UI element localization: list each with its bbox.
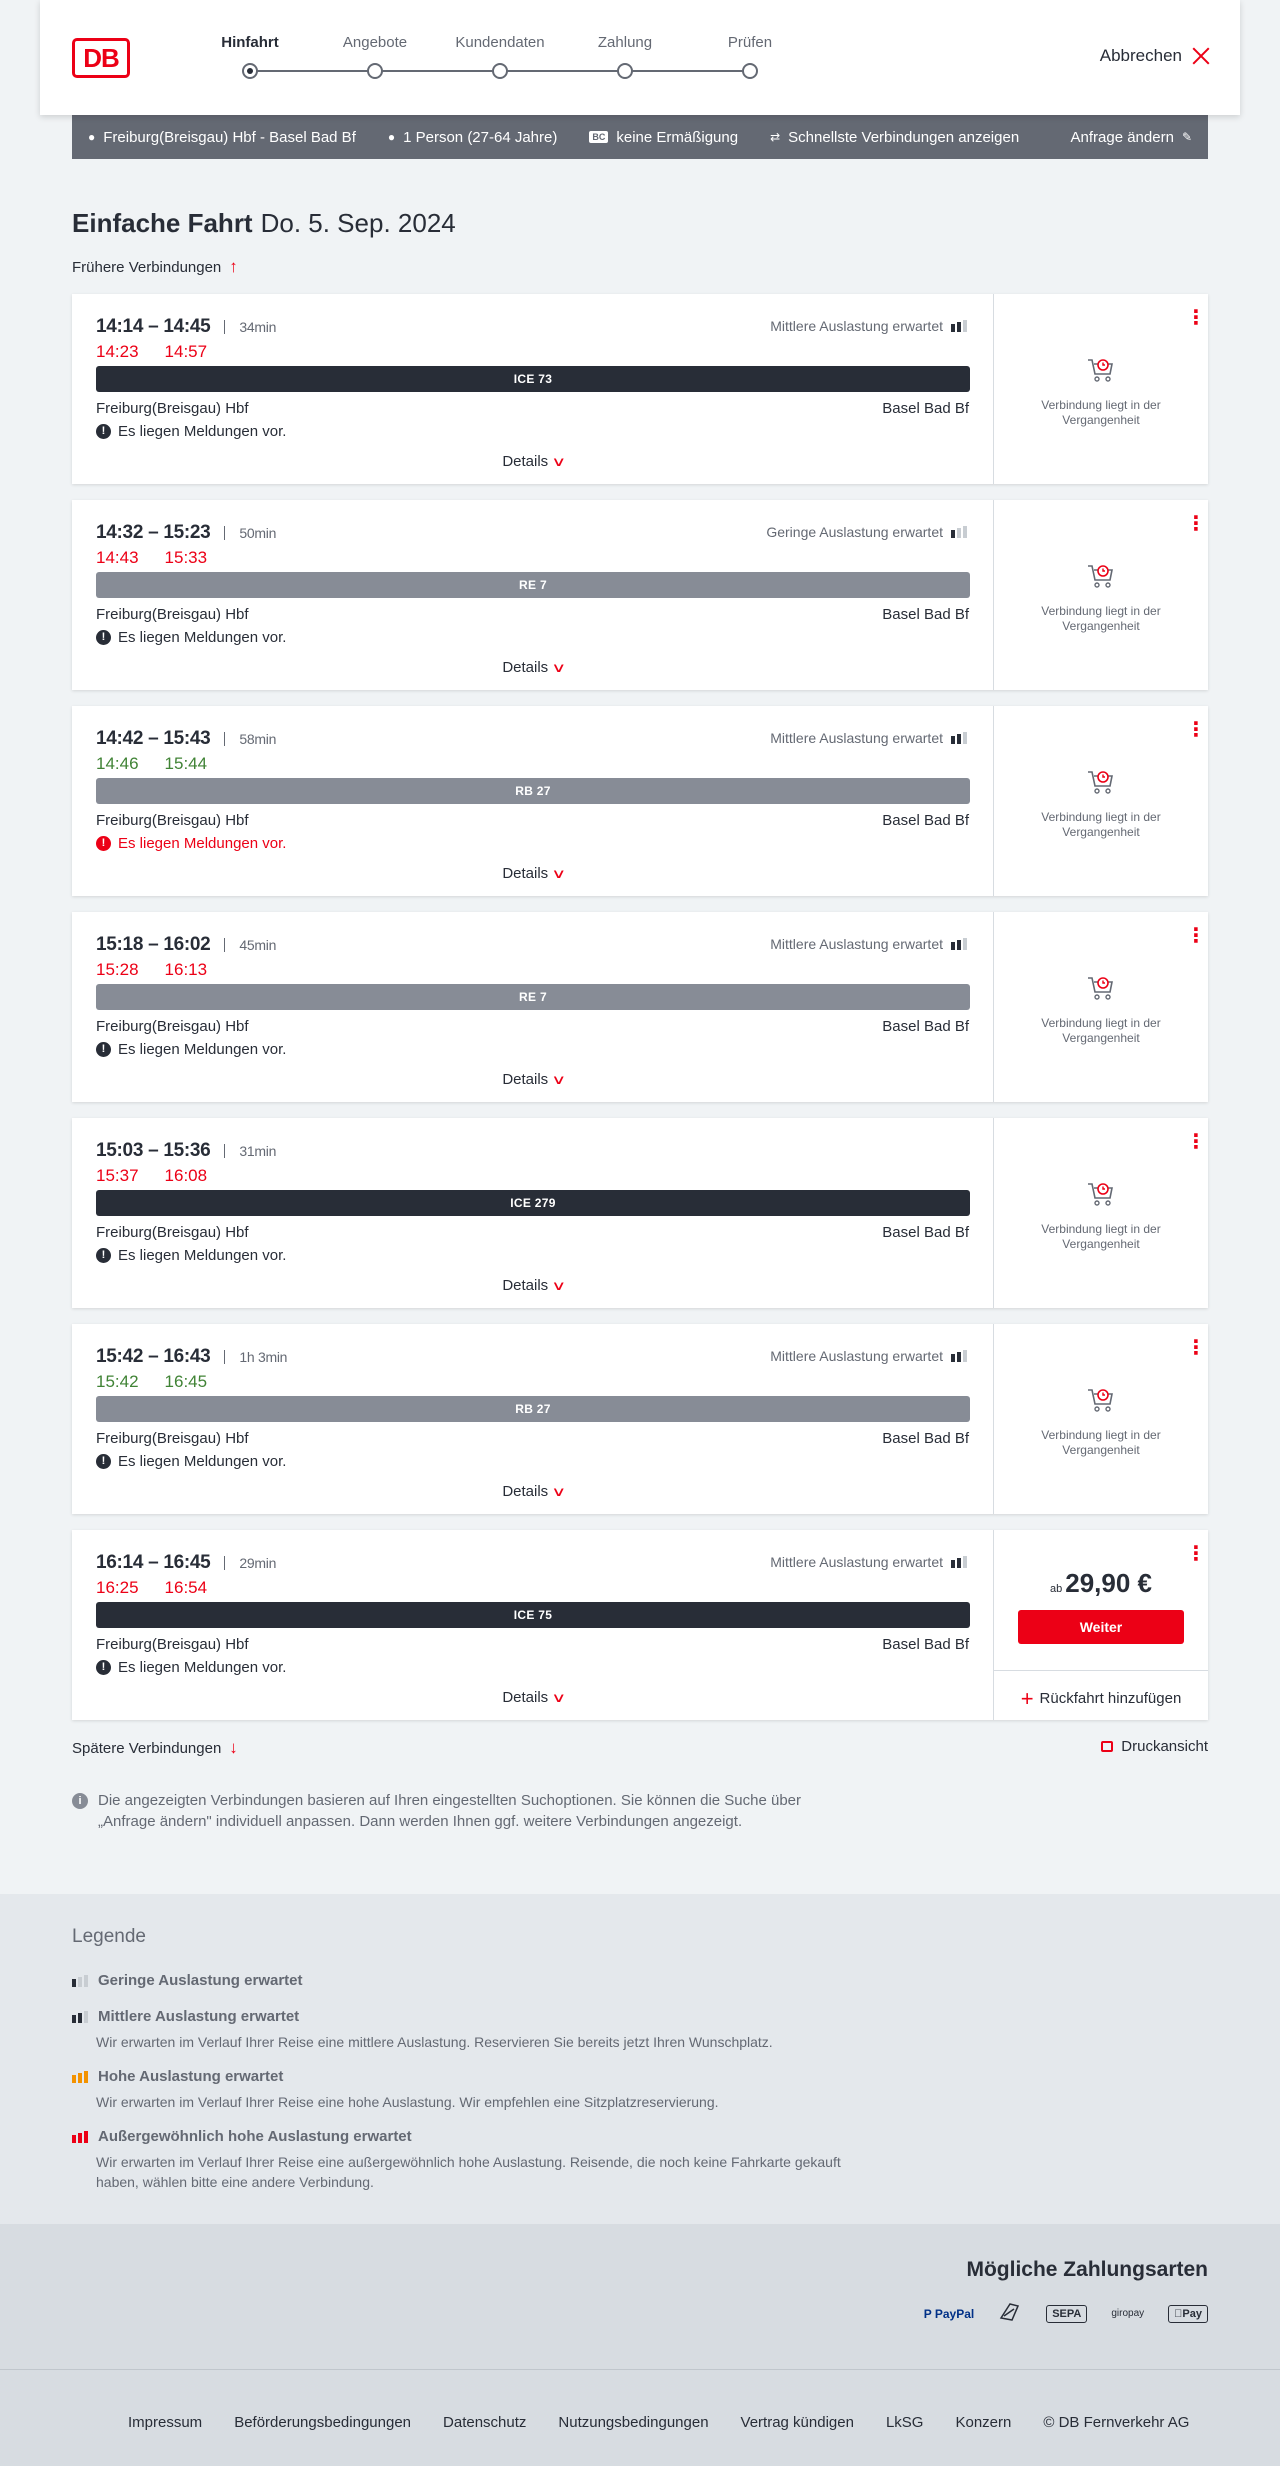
legend-label: Hohe Auslastung erwartet	[98, 2068, 284, 2085]
realtime-arrival: 14:57	[164, 342, 208, 361]
details-toggle[interactable]	[72, 659, 994, 676]
train-bar[interactable]: ICE 75	[96, 1602, 970, 1628]
swap-arrows-icon: ⇄	[770, 130, 781, 144]
occupancy-info	[766, 524, 967, 540]
legend-description: Wir erwarten im Verlauf Ihrer Reise eine außergewöhnlich hohe Auslastung. Reisende, die noch keine Fahrkarte gekauft haben, wählen bitte eine andere Verbindung.	[96, 2154, 841, 2190]
times-text: 14:14 – 14:45	[96, 316, 211, 337]
notice[interactable]	[96, 1247, 286, 1264]
planned-times	[96, 522, 276, 544]
step-pruefen[interactable]	[690, 34, 810, 54]
departure-station: Freiburg(Breisgau) Hbf	[96, 1224, 249, 1241]
times-text: 16:14 – 16:45	[96, 1552, 211, 1573]
more-options-icon[interactable]	[1186, 514, 1192, 534]
more-options-icon[interactable]	[1186, 720, 1192, 740]
footer-link[interactable]: LkSG	[885, 2414, 924, 2431]
person-icon: ●	[387, 130, 396, 144]
step-label: Zahlung	[597, 34, 653, 51]
connection-card[interactable]	[72, 1324, 1208, 1514]
pencil-icon: ✎	[1181, 130, 1192, 144]
connection-side	[994, 1324, 1208, 1514]
connection-main	[72, 912, 994, 1102]
realtime-arrival: 16:45	[164, 1372, 208, 1391]
notice[interactable]	[96, 1453, 286, 1470]
realtime-times	[96, 1578, 207, 1598]
details-label: Details	[502, 1483, 549, 1500]
exclamation-icon: !	[96, 630, 111, 645]
exclamation-icon: !	[96, 1042, 111, 1057]
step-label: Angebote	[342, 34, 408, 51]
train-bar[interactable]: ICE 279	[96, 1190, 970, 1216]
connection-side	[994, 294, 1208, 484]
edit-request-label: Anfrage ändern	[1070, 128, 1174, 146]
notice-text: Es liegen Meldungen vor.	[118, 1453, 287, 1470]
connection-card[interactable]	[72, 912, 1208, 1102]
footer	[0, 2369, 1280, 2466]
legend-description: Wir erwarten im Verlauf Ihrer Reise eine hohe Auslastung. Wir empfehlen eine Sitzplatzreservierung.	[96, 2094, 719, 2110]
past-connection-text: Verbindung liegt in der Vergangenheit	[1041, 398, 1161, 427]
divider	[994, 1670, 1208, 1671]
legend-label: Außergewöhnlich hohe Auslastung erwartet	[98, 2128, 412, 2145]
chevron-down-icon: ∨	[551, 1072, 567, 1087]
payment-title: Mögliche Zahlungsarten	[966, 2258, 1208, 2281]
step-label: Kundendaten	[455, 34, 545, 51]
arrival-station: Basel Bad Bf	[882, 1430, 969, 1447]
past-connection-text: Verbindung liegt in der Vergangenheit	[1041, 1428, 1161, 1457]
connection-side	[994, 706, 1208, 896]
price-prefix: ab	[1050, 1583, 1063, 1595]
occupancy-icon	[951, 938, 967, 950]
connection-main	[72, 706, 994, 896]
discount-text: keine Ermäßigung	[616, 128, 739, 146]
summary-persons[interactable]	[388, 129, 558, 146]
more-options-icon[interactable]	[1186, 308, 1192, 328]
chevron-down-icon: ∨	[551, 1278, 567, 1293]
occupancy-icon	[951, 320, 967, 332]
realtime-times	[96, 342, 207, 362]
return-label: Rückfahrt hinzufügen	[1039, 1690, 1182, 1707]
later-connections-link[interactable]	[72, 1738, 238, 1758]
occupancy-icon	[951, 1556, 967, 1568]
planned-times	[96, 934, 276, 956]
info-note	[72, 1790, 852, 1832]
occupancy-icon	[72, 1975, 88, 1987]
info-text: Die angezeigten Verbindungen basieren auf Ihren eingestellten Suchoptionen. Sie können die Suche über „Anfrage ändern" individuell anpassen. Dann werden Ihnen ggf. weitere Verbindungen angezeigt.	[98, 1792, 802, 1830]
details-label: Details	[502, 1689, 549, 1706]
edit-request-button[interactable]	[1071, 129, 1192, 146]
realtime-departure: 15:37	[96, 1166, 139, 1185]
arrival-station: Basel Bad Bf	[882, 606, 969, 623]
more-options-icon[interactable]	[1186, 1544, 1192, 1564]
chevron-down-icon: ∨	[551, 1484, 567, 1499]
chevron-down-icon: ∨	[551, 660, 567, 675]
realtime-times	[96, 960, 207, 980]
add-return-button[interactable]	[994, 1686, 1208, 1712]
step-hinfahrt[interactable]	[190, 34, 310, 54]
step-angebote[interactable]	[315, 34, 435, 54]
departure-station: Freiburg(Breisgau) Hbf	[96, 812, 249, 829]
legend-title: Legende	[72, 1926, 146, 1947]
cart-icon	[1086, 356, 1116, 384]
footer-link[interactable]: Konzern	[955, 2414, 1012, 2431]
page-title	[72, 208, 456, 239]
realtime-times	[96, 548, 207, 568]
cart-icon	[1086, 562, 1116, 590]
realtime-departure: 16:25	[96, 1578, 139, 1597]
trip-type: Einfache Fahrt	[72, 208, 253, 238]
plus-icon: +	[1020, 1686, 1034, 1711]
occupancy-icon	[951, 732, 967, 744]
legend-item	[72, 2068, 852, 2112]
step-label: Prüfen	[727, 34, 773, 51]
details-label: Details	[502, 1071, 549, 1088]
cancel-button[interactable]	[1100, 46, 1210, 66]
arrow-down-icon: ↓	[229, 1738, 238, 1757]
persons-text: 1 Person (27-64 Jahre)	[403, 128, 558, 146]
duration: 45min	[224, 938, 276, 952]
footer-link[interactable]: Impressum	[128, 2414, 203, 2431]
chevron-down-icon: ∨	[551, 1690, 567, 1705]
occupancy-info	[770, 1554, 967, 1570]
top-header	[40, 0, 1240, 115]
duration: 29min	[224, 1556, 276, 1570]
arrow-up-icon: ↑	[229, 257, 238, 276]
planned-times	[96, 1140, 276, 1162]
connection-main	[72, 500, 994, 690]
planned-times	[96, 1552, 276, 1574]
train-bar[interactable]: RE 7	[96, 984, 970, 1010]
giropay-logo: giropay	[1111, 2308, 1145, 2319]
continue-button[interactable]: Weiter	[1018, 1610, 1184, 1644]
legend-section	[0, 1894, 1280, 2224]
realtime-times	[96, 1372, 207, 1392]
occupancy-text: Mittlere Auslastung erwartet	[770, 318, 943, 334]
occupancy-info	[770, 936, 967, 952]
footer-link[interactable]: Vertrag kündigen	[740, 2414, 854, 2431]
notice-text: Es liegen Meldungen vor.	[118, 1659, 287, 1676]
footer-link[interactable]: © DB Fernverkehr AG	[1043, 2414, 1190, 2431]
realtime-arrival: 16:54	[164, 1578, 208, 1597]
connection-card[interactable]	[72, 1530, 1208, 1720]
connection-side	[994, 1118, 1208, 1308]
details-label: Details	[502, 1277, 549, 1294]
step-dot	[742, 63, 758, 79]
occupancy-text: Mittlere Auslastung erwartet	[770, 1348, 943, 1364]
cart-icon	[1086, 768, 1116, 796]
realtime-arrival: 15:33	[164, 548, 208, 567]
details-toggle[interactable]	[72, 1689, 994, 1706]
connection-side	[994, 912, 1208, 1102]
legend-item	[72, 1972, 852, 1989]
chevron-down-icon: ∨	[551, 866, 567, 881]
times-text: 15:03 – 15:36	[96, 1140, 211, 1161]
notice-text: Es liegen Meldungen vor.	[118, 1041, 287, 1058]
notice[interactable]	[96, 1041, 286, 1058]
printer-icon	[1101, 1741, 1113, 1752]
exclamation-icon: !	[96, 1660, 111, 1675]
trip-date: Do. 5. Sep. 2024	[260, 208, 456, 238]
arrival-station: Basel Bad Bf	[882, 812, 969, 829]
notice[interactable]	[96, 629, 286, 646]
notice-text: Es liegen Meldungen vor.	[118, 629, 287, 646]
realtime-departure: 14:43	[96, 548, 139, 567]
realtime-times	[96, 1166, 207, 1186]
details-toggle[interactable]	[72, 1483, 994, 1500]
apple-pay-text: Pay	[1182, 2307, 1202, 2320]
realtime-arrival: 16:13	[164, 960, 208, 979]
occupancy-text: Mittlere Auslastung erwartet	[770, 936, 943, 952]
connection-main	[72, 294, 994, 484]
notice-text: Es liegen Meldungen vor.	[118, 423, 287, 440]
times-text: 15:42 – 16:43	[96, 1346, 211, 1367]
notice[interactable]	[96, 423, 286, 440]
summary-route[interactable]	[88, 129, 356, 146]
notice-text: Es liegen Meldungen vor.	[118, 1247, 287, 1264]
close-icon	[1192, 47, 1210, 65]
arrival-station: Basel Bad Bf	[882, 1018, 969, 1035]
connection-card[interactable]	[72, 294, 1208, 484]
past-connection-text: Verbindung liegt in der Vergangenheit	[1041, 604, 1161, 633]
footer-link[interactable]: Beförderungsbedingungen	[234, 2414, 412, 2431]
planned-times	[96, 316, 276, 338]
departure-station: Freiburg(Breisgau) Hbf	[96, 1018, 249, 1035]
departure-station: Freiburg(Breisgau) Hbf	[96, 400, 249, 417]
duration: 34min	[224, 320, 276, 334]
planned-times	[96, 728, 276, 750]
cancel-label: Abbrechen	[1099, 46, 1182, 65]
past-connection-text: Verbindung liegt in der Vergangenheit	[1041, 810, 1161, 839]
more-options-icon[interactable]	[1186, 1338, 1192, 1358]
footer-link[interactable]: Nutzungsbedingungen	[558, 2414, 709, 2431]
past-connection-text: Verbindung liegt in der Vergangenheit	[1041, 1222, 1161, 1251]
realtime-arrival: 15:44	[164, 754, 208, 773]
exclamation-icon: !	[96, 424, 111, 439]
occupancy-info	[770, 730, 967, 746]
step-kundendaten[interactable]	[440, 34, 560, 54]
train-bar[interactable]: RE 7	[96, 572, 970, 598]
sepa-logo: SEPA	[1046, 2305, 1087, 2323]
details-toggle[interactable]	[72, 1277, 994, 1294]
search-summary-bar	[72, 115, 1208, 159]
realtime-departure: 14:23	[96, 342, 139, 361]
price-value: 29,90 €	[1065, 1568, 1152, 1598]
cart-icon	[1086, 1180, 1116, 1208]
occupancy-icon	[72, 2071, 88, 2083]
occupancy-info	[770, 318, 967, 334]
progress-stepper	[210, 34, 773, 84]
legend-item	[72, 2128, 852, 2192]
occupancy-text: Mittlere Auslastung erwartet	[770, 730, 943, 746]
step-label: Hinfahrt	[221, 34, 279, 51]
payment-methods-section	[0, 2224, 1280, 2369]
occupancy-text: Geringe Auslastung erwartet	[766, 524, 943, 540]
paypal-logo: P PayPal	[923, 2306, 975, 2321]
details-label: Details	[502, 453, 549, 470]
duration: 31min	[224, 1144, 276, 1158]
print-view-link[interactable]	[1101, 1738, 1208, 1755]
route-text: Freiburg(Breisgau) Hbf - Basel Bad Bf	[103, 128, 356, 146]
connection-main	[72, 1530, 994, 1720]
step-dot	[242, 63, 258, 79]
summary-fastest[interactable]	[770, 129, 1019, 146]
duration: 1h 3min	[224, 1350, 287, 1364]
connection-main	[72, 1118, 994, 1308]
legend-description: Wir erwarten im Verlauf Ihrer Reise eine mittlere Auslastung. Reservieren Sie bereits jetzt Ihren Wunschplatz.	[96, 2034, 773, 2050]
location-pin-icon: ●	[88, 130, 96, 144]
cart-icon	[1086, 1386, 1116, 1414]
step-dot	[492, 63, 508, 79]
exclamation-icon: !	[96, 836, 111, 851]
later-label: Spätere Verbindungen	[72, 1739, 222, 1757]
connection-side	[994, 500, 1208, 690]
departure-station: Freiburg(Breisgau) Hbf	[96, 1636, 249, 1653]
step-dot	[367, 63, 383, 79]
more-options-icon[interactable]	[1186, 1132, 1192, 1152]
price	[994, 1568, 1208, 1599]
bahncard-icon: BC	[589, 131, 608, 143]
cart-icon	[1086, 974, 1116, 1002]
occupancy-icon	[72, 2131, 88, 2143]
info-icon: i	[72, 1793, 88, 1809]
legend-item	[72, 2008, 852, 2052]
legend-label: Geringe Auslastung erwartet	[98, 1972, 303, 1989]
past-connection-text: Verbindung liegt in der Vergangenheit	[1041, 1016, 1161, 1045]
exclamation-icon: !	[96, 1248, 111, 1263]
times-text: 15:18 – 16:02	[96, 934, 211, 955]
realtime-departure: 15:28	[96, 960, 139, 979]
realtime-arrival: 16:08	[164, 1166, 208, 1185]
realtime-departure: 15:42	[96, 1372, 139, 1391]
exclamation-icon: !	[96, 1454, 111, 1469]
credit-card-logo	[998, 2300, 1022, 2327]
arrival-station: Basel Bad Bf	[882, 1224, 969, 1241]
fastest-text: Schnellste Verbindungen anzeigen	[788, 128, 1020, 146]
planned-times	[96, 1346, 287, 1368]
summary-discount[interactable]	[589, 129, 738, 146]
notice-text: Es liegen Meldungen vor.	[118, 835, 287, 852]
earlier-label: Frühere Verbindungen	[72, 258, 222, 276]
departure-station: Freiburg(Breisgau) Hbf	[96, 606, 249, 623]
arrival-station: Basel Bad Bf	[882, 1636, 969, 1653]
details-toggle[interactable]	[72, 453, 994, 470]
occupancy-icon	[72, 2011, 88, 2023]
print-label: Druckansicht	[1121, 1738, 1208, 1755]
details-toggle[interactable]	[72, 865, 994, 882]
db-logo[interactable]: DB	[72, 38, 130, 78]
earlier-connections-link[interactable]	[72, 257, 238, 277]
realtime-departure: 14:46	[96, 754, 139, 773]
notice[interactable]	[96, 835, 286, 852]
duration: 58min	[224, 732, 276, 746]
train-bar[interactable]: ICE 73	[96, 366, 970, 392]
connection-card[interactable]	[72, 500, 1208, 690]
train-bar[interactable]: RB 27	[96, 1396, 970, 1422]
step-dot	[617, 63, 633, 79]
realtime-times	[96, 754, 207, 774]
details-label: Details	[502, 865, 549, 882]
step-zahlung[interactable]	[565, 34, 685, 54]
times-text: 14:32 – 15:23	[96, 522, 211, 543]
footer-link[interactable]: Datenschutz	[443, 2414, 527, 2431]
occupancy-info	[770, 1348, 967, 1364]
duration: 50min	[224, 526, 276, 540]
train-bar[interactable]: RB 27	[96, 778, 970, 804]
connection-main	[72, 1324, 994, 1514]
legend-label: Mittlere Auslastung erwartet	[98, 2008, 300, 2025]
occupancy-text: Mittlere Auslastung erwartet	[770, 1554, 943, 1570]
more-options-icon[interactable]	[1186, 926, 1192, 946]
connection-side	[994, 1530, 1208, 1720]
connection-card[interactable]	[72, 706, 1208, 896]
occupancy-icon	[951, 1350, 967, 1362]
details-toggle[interactable]	[72, 1071, 994, 1088]
notice[interactable]	[96, 1659, 286, 1676]
apple-pay-logo	[1168, 2305, 1208, 2323]
details-label: Details	[502, 659, 549, 676]
arrival-station: Basel Bad Bf	[882, 400, 969, 417]
times-text: 14:42 – 15:43	[96, 728, 211, 749]
chevron-down-icon: ∨	[551, 454, 567, 469]
occupancy-icon	[951, 526, 967, 538]
connection-card[interactable]	[72, 1118, 1208, 1308]
departure-station: Freiburg(Breisgau) Hbf	[96, 1430, 249, 1447]
